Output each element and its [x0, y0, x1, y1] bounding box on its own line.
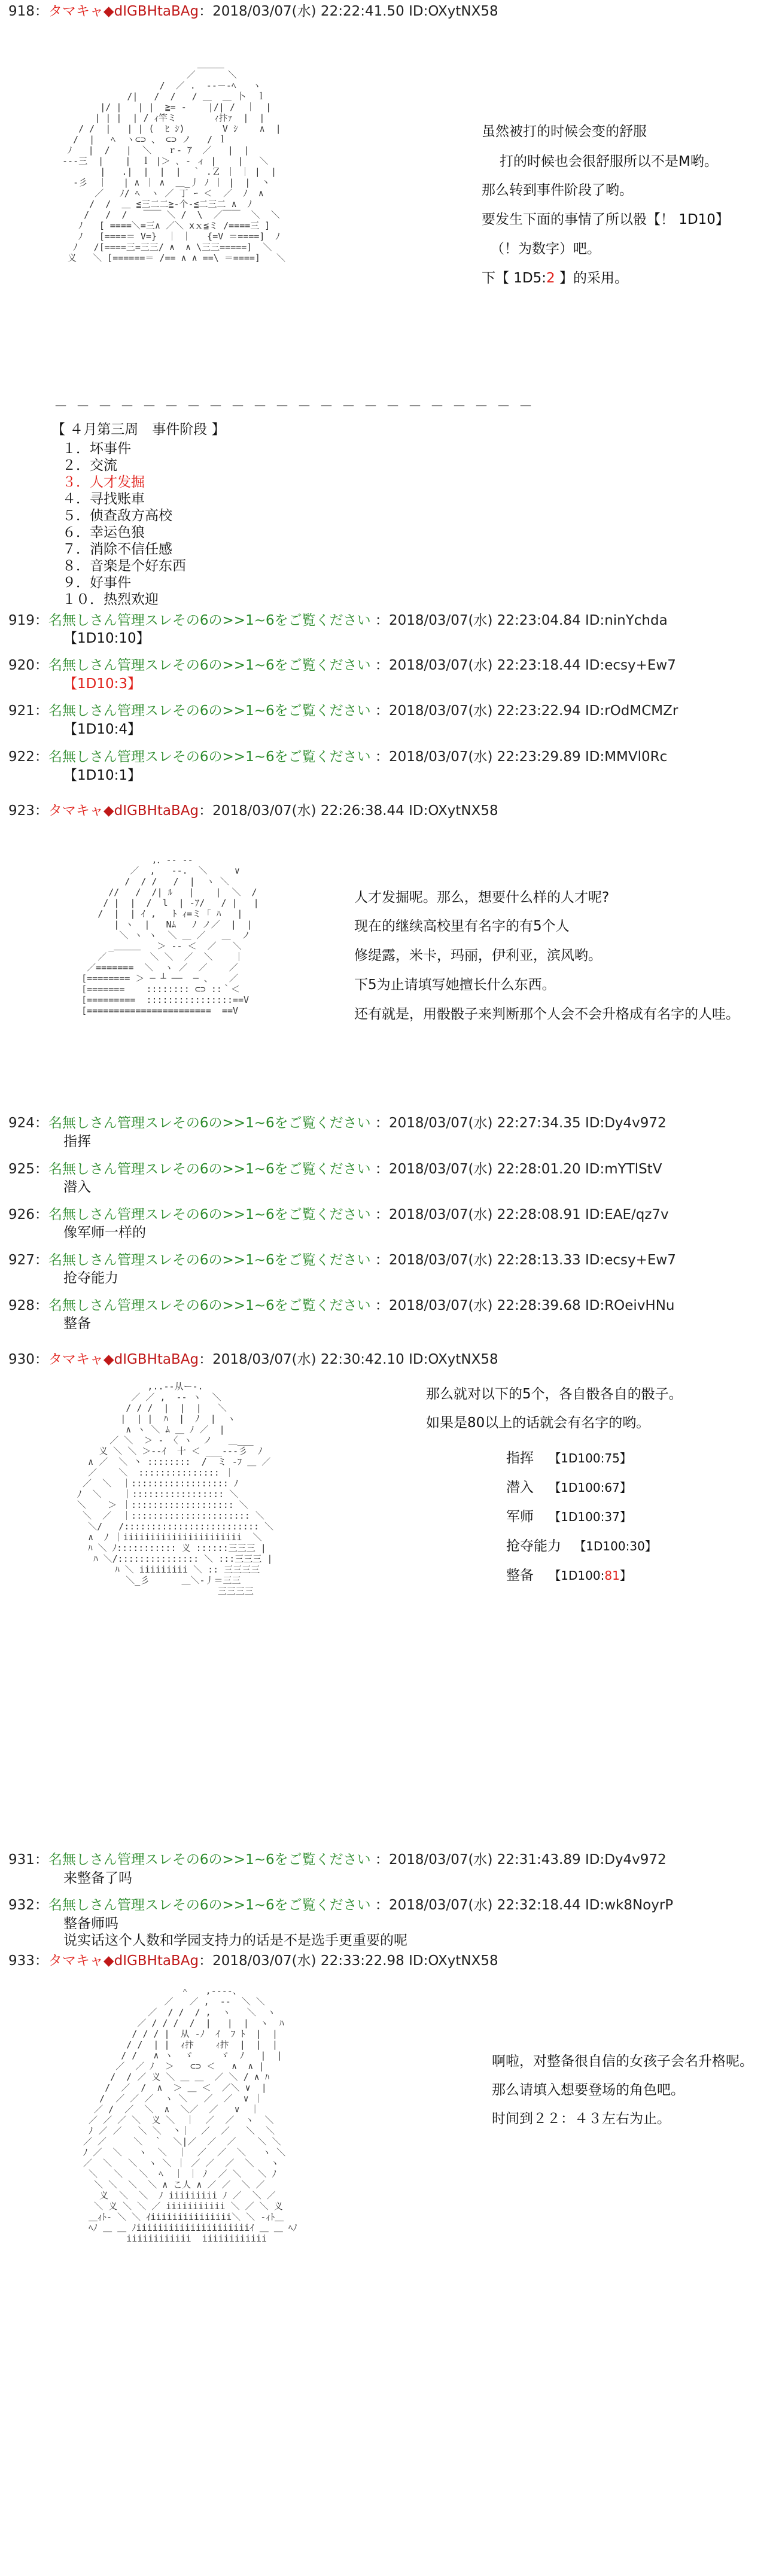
poster-name[interactable]: 名無しさん管理スレその6の>>1~6をご覧ください: [48, 1897, 371, 1913]
post-meta: 2018/03/07(水) 22:28:39.68 ID:ROeivHNu: [388, 1298, 675, 1313]
roll-result: 【1D100:37】: [549, 1510, 632, 1524]
poster-name[interactable]: タマキャ: [48, 1352, 104, 1367]
post-header: 932：名無しさん管理スレその6の>>1~6をご覧ください ：2018/03/07(水) 22:32:18.44 ID:wk8NoyrP: [8, 1897, 674, 1913]
ascii-art-girl: ,．-‐ ‐- ／ , -‐. ＼ ∨ / / / / | ヽ ＼ // / /| ﾙ | | ＼ / / | | / l | ‐ｱ/ / | | / | | ｲ , ﾄ ｨ=ミ ｢ ﾊ | | ヽ | Nﾑ ﾉ ノ／ | | ＼ ヽ ヽ ＼ ＿ ／ ＿ ノ _＿＿＿ ＞ ‐‐ ＜ ／ ＼ ／ ＼ ＼ ／ ＼ ｜ ／======= ＼ ヽ ／ ／ ／ [======== ＞ ─ ┴ ── ─ 、 ／ [======= :::::::: ⊂⊃ ::｀＜ [========= ::::::::::::::::==V [======================= ==V: [81, 854, 259, 1016]
post-line: 人才发掘呢。那么，想要什么样的人才呢?: [354, 890, 610, 905]
poster-name[interactable]: タマキャ: [48, 1953, 104, 1969]
post-line: 打的时候也会很舒服所以不是M哟。: [500, 154, 718, 169]
roll-row: [506, 1537, 657, 1555]
post-text: 像军师一样的: [63, 1225, 146, 1240]
roll-row: [506, 1479, 632, 1497]
post-line: 那么转到事件阶段了哟。: [482, 183, 633, 198]
post-header: 918：タマキャ◆dIGBHtaBAg：2018/03/07(水) 22:22:41.50 ID:OXytNX58: [8, 4, 498, 19]
poster-name[interactable]: 名無しさん管理スレその6の>>1~6をご覧ください: [48, 1852, 371, 1868]
post-header: 919：名無しさん管理スレその6の>>1~6をご覧ください ：2018/03/07(水) 22:23:04.84 ID:ninYchda: [8, 613, 668, 628]
poster-name[interactable]: タマキャ: [48, 4, 104, 19]
post-header: 925：名無しさん管理スレその6の>>1~6をご覧ください ：2018/03/07(水) 22:28:01.20 ID:mYTlStV: [8, 1161, 662, 1177]
roll-label: 抢夺能力: [506, 1538, 561, 1554]
poster-trip: ◆dIGBHtaBAg: [103, 1352, 199, 1367]
roll-row: [506, 1567, 632, 1584]
post-meta: 2018/03/07(水) 22:31:43.89 ID:Dy4v972: [388, 1852, 667, 1868]
poster-trip: ◆dIGBHtaBAg: [103, 4, 199, 19]
post-text: 潜入: [63, 1179, 91, 1195]
list-item: ８．音楽是个好东西: [62, 558, 186, 574]
post-meta: 2018/03/07(水) 22:23:18.44 ID:ecsy+Ew7: [388, 658, 676, 673]
post-line: （！为数字）吧。: [491, 241, 601, 257]
poster-name[interactable]: 名無しさん管理スレその6の>>1~6をご覧ください: [48, 749, 371, 765]
post-line: 修缇露，米卡，玛丽，伊利亚，滨风哟。: [354, 948, 602, 963]
post-text: 【1D10:1】: [63, 768, 141, 783]
list-item: １．坏事件: [62, 441, 131, 457]
post-line: 还有就是，用骰骰子来判断那个人会不会升格成有名字的人哇。: [354, 1006, 740, 1022]
roll-result: 【1D100:81】: [549, 1568, 632, 1583]
post-line: 要发生下面的事情了所以骰【！ 1D10】: [482, 212, 729, 227]
post-meta: 2018/03/07(水) 22:27:34.35 ID:Dy4v972: [388, 1115, 667, 1131]
post-meta: 2018/03/07(水) 22:23:29.89 ID:MMVl0Rc: [388, 749, 668, 765]
post-meta: 2018/03/07(水) 22:23:04.84 ID:ninYchda: [388, 613, 668, 628]
post-header: 931：名無しさん管理スレその6の>>1~6をご覧ください ：2018/03/07(水) 22:31:43.89 ID:Dy4v972: [8, 1852, 667, 1868]
post-meta: 2018/03/07(水) 22:28:01.20 ID:mYTlStV: [388, 1161, 662, 1177]
poster-name[interactable]: 名無しさん管理スレその6の>>1~6をご覧ください: [48, 1298, 371, 1313]
post-line: 虽然被打的时候会变的舒服: [482, 124, 647, 139]
post-line: 如果是80以上的话就会有名字的哟。: [426, 1415, 650, 1431]
list-item: ２．交流: [62, 458, 117, 473]
poster-name[interactable]: 名無しさん管理スレその6の>>1~6をご覧ください: [48, 613, 371, 628]
dice-result: 2: [546, 270, 555, 286]
post-text: 指挥: [63, 1134, 91, 1149]
post-text: 整备: [63, 1316, 91, 1331]
ascii-art-girl: ,..-‐从ー-. ／ ／ , ‐- ヽ ＼ / / / | | | ＼ | | | ﾊ | ﾉ | ヽ ∧ ヽ ＼ ﾑ ＿ ﾉ ／ | ／ ＼ ＞ - 〈 ヽ ノ ＿___ 义 ＼ ＼ ＞‐-ｲ 十 ＜ ___‐‐‐彡 ﾉ ∧ ／ ＼ 丶 :::::::: / ミ ‐ﾌ ＿ ／ ／ ＼ ::::::::::::::: ｜ ／ ＼ ｜:::::::::::::::::: ﾉ ﾉ ＼ ｜::::::::::::::::: ＼ ＼ ＞ ｜::::::::::::::::::: ＼ ＼ ／ ｜:::::::::::::::::::::: ＼ ＼/ /::::::::::::::::::::::::: ＼ ∧ ﾉ ｜iiiiiiiiiiiiiiiiiiiiii ＼ ﾊ ＼ ﾉ::::::::::: 义 ::::::三三三 | ﾊ ＼/::::::::::::::: ＼ :::三三三 | ﾊ ＼ iiiiiiiii ＼ :: 三三三三 ＼_彡 ＿＼‐丿＝三三 三三三三: [77, 1381, 274, 1596]
roll-label: 指挥: [506, 1450, 534, 1466]
poster-name[interactable]: 名無しさん管理スレその6の>>1~6をご覧ください: [48, 703, 371, 719]
post-header: 922：名無しさん管理スレその6の>>1~6をご覧ください ：2018/03/07(水) 22:23:29.89 ID:MMVl0Rc: [8, 749, 668, 765]
post-header: 928：名無しさん管理スレその6の>>1~6をご覧ください ：2018/03/07(水) 22:28:39.68 ID:ROeivHNu: [8, 1298, 675, 1313]
post-header: 924：名無しさん管理スレその6の>>1~6をご覧ください ：2018/03/07(水) 22:27:34.35 ID:Dy4v972: [8, 1115, 667, 1131]
post-line: 现在的继续高校里有名字的有5个人: [354, 919, 570, 934]
post-line: 那么请填入想要登场的角色吧。: [492, 2082, 684, 2098]
roll-result: 【1D100:75】: [549, 1451, 632, 1465]
dice-result-highlighted: 81: [604, 1568, 620, 1583]
roll-label: 整备: [506, 1568, 534, 1583]
post-line: 那么就对以下的5个，各自骰各自的骰子。: [426, 1386, 683, 1402]
list-item: ５．侦查敌方高校: [62, 508, 172, 524]
post-meta: 2018/03/07(水) 22:26:38.44 ID:OXytNX58: [212, 803, 498, 819]
poster-name[interactable]: 名無しさん管理スレその6の>>1~6をご覧ください: [48, 1161, 371, 1177]
list-item-highlighted: ３．人才发掘: [62, 475, 145, 490]
post-text: 【1D10:3】: [63, 676, 141, 692]
poster-name[interactable]: 名無しさん管理スレその6の>>1~6をご覧ください: [48, 1115, 371, 1131]
post-meta: 2018/03/07(水) 22:22:41.50 ID:OXytNX58: [212, 4, 498, 19]
post-meta: 2018/03/07(水) 22:28:13.33 ID:ecsy+Ew7: [388, 1252, 676, 1268]
roll-row: [506, 1449, 632, 1467]
post-header: 920：名無しさん管理スレその6の>>1~6をご覧ください ：2018/03/07(水) 22:23:18.44 ID:ecsy+Ew7: [8, 658, 676, 673]
post-meta: 2018/03/07(水) 22:28:08.91 ID:EAE/qz7v: [388, 1207, 669, 1222]
list-item: ７．消除不信任感: [62, 542, 172, 557]
roll-result: 【1D100:30】: [574, 1539, 657, 1553]
post-meta: 2018/03/07(水) 22:33:22.98 ID:OXytNX58: [212, 1953, 498, 1969]
ascii-art-girl: ＾ ,-‐‐-、 ／ ／ , ‐‐ ＼ ＼ ／ / / / , ヽ ＼ ヽ ／ / / / / | | | ヽ ﾊ / / / | 从 ‐ﾉ ｲ ﾌ ﾄ | | / / | | ｨ抃 ｨ抃 | | | / / ∧ ヽ ゞ ゞ ﾉ | | ／ ／ ﾉ ＞ ⊂⊃ ＜ ∧ ∧ | / / ／ 义 ＼ ＿ ＿ ／ ＼ / ∧ ﾊ / ／ / ∧ ＞ ＿ ＜ ／＼ ∨ | / ／ ／ ／ ヽ ＼ ／ ／ ∨ ｜ ／ / ／ ＼ ∧ ＼／ ／ ∨ ｜ ／ ／ ／ ＼ 义 ＼ ｜ ／ ／ ヽ ＼ ﾉ ／ ／ ＼ ＼ 丶｜ ／ ／ ＼ ＼ ／ ／ ＼ ｀ ＼|／ ／ ／ ＼ ＼ ﾉ ／ ＼ ヽ ＼ ｜ ／ ／ ＼ ヽ ＼ ／ ＼ ＼ ヽ ＼ ｜ ／ ／ ／ ＼ ヽ ＼ ＼ ＼ ﾍ ｜ ｜ ﾉ ／ ＼ ＼ ﾉ ＼ ＼ ＼ ＼ ∧ こ人 ∧ ／ ／ ＼ ／ 义 ＼ ＼ ﾉ iiiiiiiii ﾉ ／ ＼ ／ ＼ 义 ＼ ＼ ／ iiiiiiiiiii ＼ ／ ＼ 义 ＿ｨﾄ‐ ＼ ＼ ｲiiiiiiiiiiiiiii＼ ＼ ‐ｨﾄ＿ ﾍﾉ ＿ ＿ ﾉiiiiiiiiiiiiiiiiiiiiiｲ ＿ ＿ ﾍﾉ iiiiiiiiiiii iiiiiiiiiiii: [83, 1985, 297, 2244]
post-header: 923：タマキャ◆dIGBHtaBAg：2018/03/07(水) 22:26:38.44 ID:OXytNX58: [8, 803, 498, 819]
poster-trip: ◆dIGBHtaBAg: [103, 803, 199, 819]
list-item: １０．热烈欢迎: [62, 592, 159, 607]
roll-row: [506, 1508, 632, 1526]
post-line: 啊啦，对整备很自信的女孩子会名升格呢。: [492, 2054, 753, 2069]
poster-name[interactable]: 名無しさん管理スレその6の>>1~6をご覧ください: [48, 1252, 371, 1268]
section-title: 【 ４月第三周 事件阶段 】: [51, 422, 226, 437]
roll-label: 军师: [506, 1509, 534, 1525]
post-meta: 2018/03/07(水) 22:23:22.94 ID:rOdMCMZr: [388, 703, 678, 719]
post-header: 927：名無しさん管理スレその6の>>1~6をご覧ください ：2018/03/07(水) 22:28:13.33 ID:ecsy+Ew7: [8, 1252, 676, 1268]
post-header: 921：名無しさん管理スレその6の>>1~6をご覧ください ：2018/03/07(水) 22:23:22.94 ID:rOdMCMZr: [8, 703, 678, 719]
divider: －－－－－－－－－－－－－－－－－－－－－－: [54, 399, 541, 414]
post-line: 下【 1D5:2 】的采用。: [482, 270, 628, 286]
post-text: 说实话这个人数和学园支持力的话是不是选手更重要的呢: [63, 1933, 407, 1948]
roll-label: 潜入: [506, 1480, 534, 1495]
post-text: 【1D10:10】: [63, 631, 150, 646]
ascii-art-girl: ＿＿＿ ／ ＼ / ／ . ‐‐－-ﾍ ヽ /| / / / ＿ ＿ 卜 ｌ |/ | | | ≧= ‐ |/| / ｜ | | | | | / ｨ竿ミ ｨ抃ｧ | | / / | | | ( ﾋ ｼ) V ｼ ∧ | / | ﾍ ヽ⊂⊃ 、 ⊂⊃ ノ / ｌ ﾉ | / | ＼ ｒ‐ ｱ ／ | | ---三 | | ｌ |＞ ､ ‐ ィ | | ＼ | .| | | | ｀ .Ｚ ｜ ｜ | | ‐彡 ｜ | ∧ ｜ ∧ ＿_丿 ﾉ ｜ | | 丶 ／ ﾉ/ ﾍ ヽ ／ 丁 ｰ ＜ ／ ﾉ ∧ / / ＿ ≦三二二≧-个-≦二三二 ∧ ﾉ / / / ￣￣ ＼ / \ ／￣￣ ＼ ＼ ﾉ [ ====＼=三∧ ／＼ xｘ≦ミ /====三 ] ﾉ [====＝ V=} ｜ ｜ {=V ＝====] ﾉ ﾉ /[====三=三三/ ∧ ∧ \三三=====] ＼ 义 ＼ [======＝ /== ∧ ∧ ==\ ＝====] ＼: [62, 59, 286, 263]
post-line: 时间到２２：４３左右为止。: [492, 2111, 671, 2127]
post-line: 下5为止请填写她擅长什么东西。: [354, 977, 556, 993]
post-header: 933：タマキャ◆dIGBHtaBAg：2018/03/07(水) 22:33:22.98 ID:OXytNX58: [8, 1953, 498, 1969]
poster-name[interactable]: 名無しさん管理スレその6の>>1~6をご覧ください: [48, 1207, 371, 1222]
post-header: 926：名無しさん管理スレその6の>>1~6をご覧ください ：2018/03/07(水) 22:28:08.91 ID:EAE/qz7v: [8, 1207, 669, 1222]
poster-name[interactable]: 名無しさん管理スレその6の>>1~6をご覧ください: [48, 658, 371, 673]
roll-result: 【1D100:67】: [549, 1480, 632, 1495]
poster-trip: ◆dIGBHtaBAg: [103, 1953, 199, 1969]
list-item: ４．寻找账車: [62, 491, 145, 507]
post-meta: 2018/03/07(水) 22:30:42.10 ID:OXytNX58: [212, 1352, 498, 1367]
post-text: 【1D10:4】: [63, 722, 141, 737]
post-text: 整备师吗: [63, 1916, 118, 1932]
post-header: 930：タマキャ◆dIGBHtaBAg：2018/03/07(水) 22:30:42.10 ID:OXytNX58: [8, 1352, 498, 1367]
poster-name[interactable]: タマキャ: [48, 803, 104, 819]
post-meta: 2018/03/07(水) 22:32:18.44 ID:wk8NoyrP: [388, 1897, 674, 1913]
list-item: ６．幸运色狼: [62, 525, 145, 540]
post-text: 来整备了吗: [63, 1871, 132, 1886]
post-text: 抢夺能力: [63, 1270, 118, 1286]
list-item: ９．好事件: [62, 575, 131, 591]
